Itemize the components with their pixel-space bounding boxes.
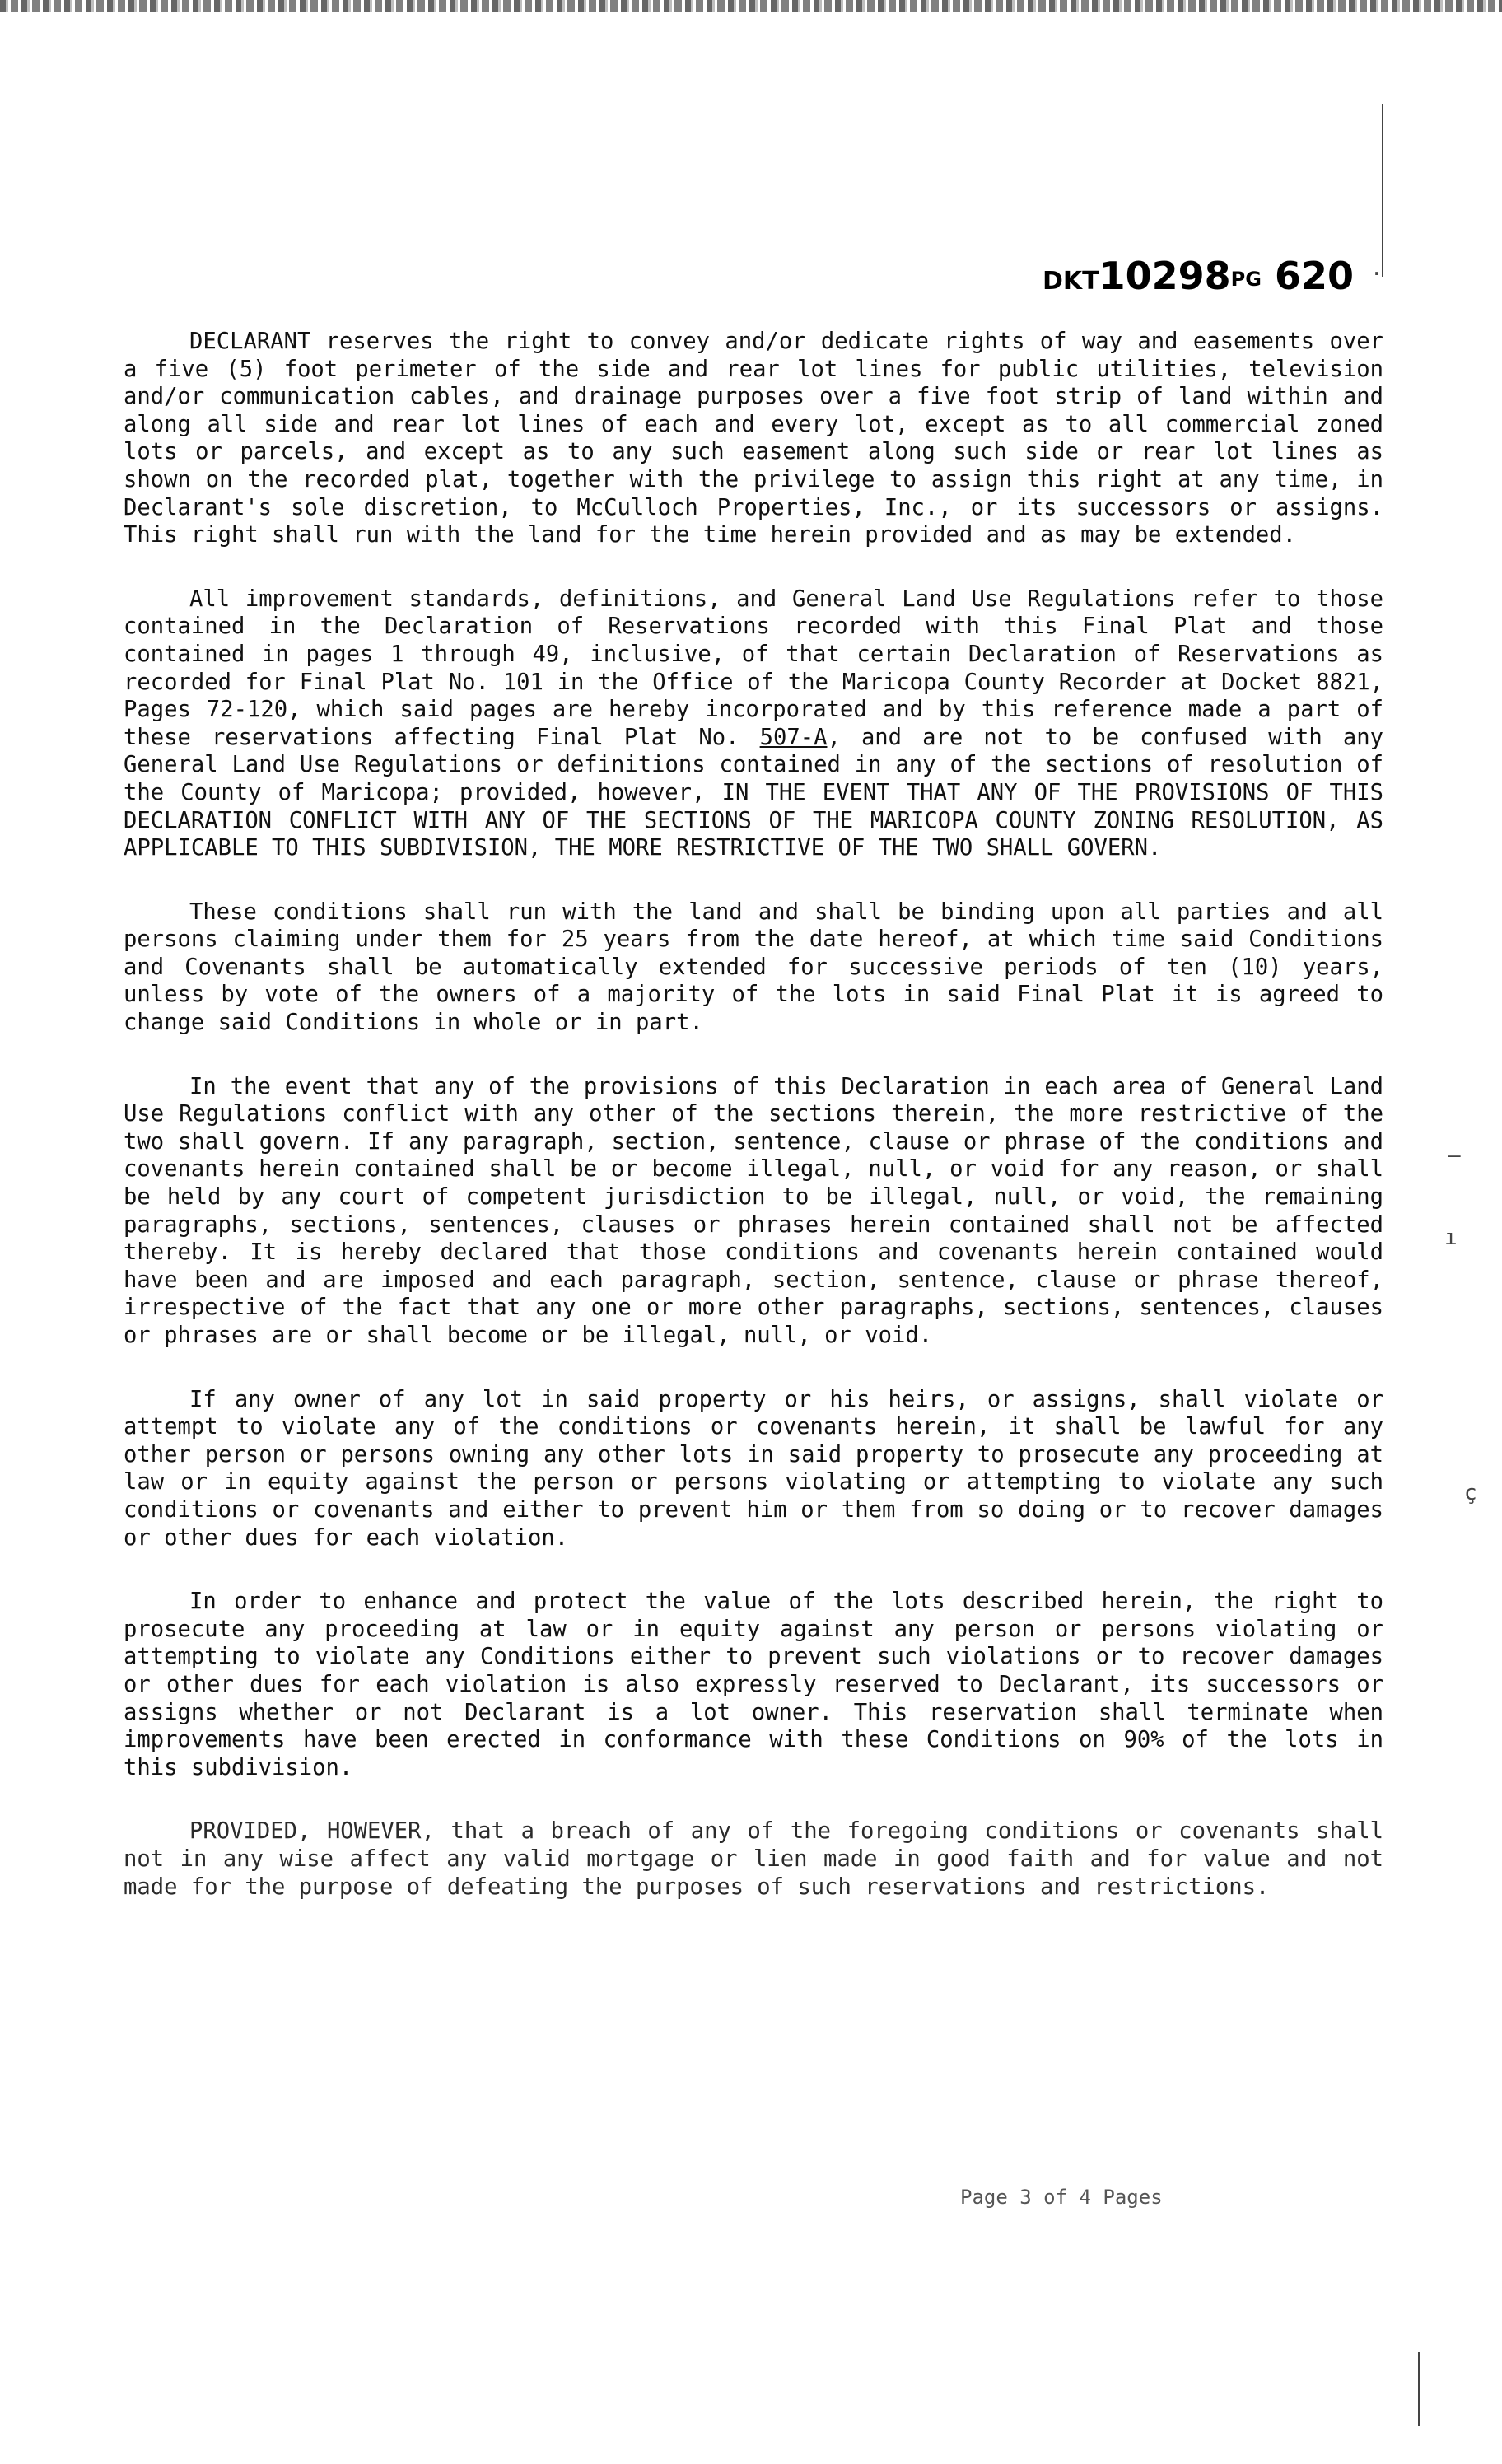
paragraph-improvement-standards-tail: , and are not to be confused with any General Land Use Regulations or definitions contained in any of the sections of resolution of the County of Maricopa; provided, however, IN THE EVENT THAT ANY OF THE PROVISIONS OF THIS DECLARATION CONFLICT WITH ANY OF THE SECTIONS OF THE MARICOPA COUNTY ZONING RESOLUTION, AS APPLICABLE TO THIS SUBDIVISION, THE MORE RESTRICTIVE OF THE TWO SHALL GOVERN. — [124, 724, 1383, 861]
paragraph-improvement-standards-text: All improvement standards, definitions, and General Land Use Regulations refer to those contained in the Declaration of Reservations recorded with this Final Plat and those contained in pages 1 through 49, inclusive, of that certain Declaration of Reservations as recorded for Final Plat No. 101 in the Office of the Maricopa County Recorder at Docket 8821, Pages 72-120, which said pages are hereby incorporated and by this reference made a part of these reservations affecting Final Plat No. — [124, 586, 1383, 750]
right-margin-line-bottom — [1418, 2352, 1420, 2426]
page-number-footer: Page 3 of 4 Pages — [960, 2186, 1163, 2209]
final-plat-number: 507-A — [759, 724, 828, 750]
docket-stamp — [1043, 254, 1354, 298]
margin-tick-mark: ı — [1444, 1225, 1458, 1250]
docket-page-label: PG — [1230, 268, 1262, 291]
paragraph-duration: These conditions shall run with the land and shall be binding upon all parties and all persons claiming under them for 25 years from the date hereof, at which time said Conditions and Covenants shall be automatically extended for successive periods of ten (10) years, unless by vote of the owners of a majority of the lots in said Final Plat it is agreed to change said Conditions in whole or in part. — [124, 898, 1383, 1036]
right-margin-line — [1382, 104, 1383, 277]
paragraph-mortgage-proviso: PROVIDED, HOWEVER, that a breach of any of the foregoing conditions or covenants shall not in any wise affect any valid mortgage or lien made in good faith and for value and not made for the purpose of defeating the purposes of such reservations and restrictions. — [124, 1818, 1383, 1900]
paragraph-severability: In the event that any of the provisions of this Declaration in each area of General Land Use Regulations conflict with any other of the sections therein, the more restrictive of the two shall govern. If any paragraph, section, sentence, clause or phrase of the conditions and covenants herein contained shall be or become illegal, null, or void for any reason, or shall be held by any court of competent jurisdiction to be illegal, null, or void, the remaining paragraphs, sections, sentences, clauses or phrases herein contained shall not be affected thereby. It is hereby declared that those conditions and covenants herein contained would have been and are imposed and each paragraph, section, sentence, clause or phrase thereof, irrespective of the fact that any one or more other paragraphs, sections, sentences, clauses or phrases are or shall become or be illegal, null, or void. — [124, 1073, 1383, 1348]
paragraph-enforcement-declarant: In order to enhance and protect the value of the lots described herein, the right to prosecute any proceeding at law or in equity against any person or persons violating or attempting to violate any Conditions either to prevent such violations or to recover damages or other dues for each violation is also expressly reserved to Declarant, its successors or assigns whether or not Declarant is a lot owner. This reservation shall terminate when improvements have been erected in conformance with these Conditions on 90% of the lots in this subdivision. — [124, 1589, 1383, 1780]
margin-dash-mark: – — [1448, 1143, 1461, 1168]
paragraph-easement-rights: DECLARANT reserves the right to convey and/or dedicate rights of way and easements over a five (5) foot perimeter of the side and rear lot lines for public utilities, television and/or communication cables, and drainage purposes over a five foot strip of land within and along all side and rear lot lines of each and every lot, except as to all commercial zoned lots or parcels, and except as to any such easement along such side or rear lot lines as shown on the recorded plat, together with the privilege to assign this right at any time, in Declarant's sole discretion, to McCulloch Properties, Inc., or its successors or assigns. This right shall run with the land for the time herein provided and as may be extended. — [124, 329, 1383, 548]
paragraph-improvement-standards — [124, 586, 1383, 862]
margin-smudge-mark: ç — [1464, 1481, 1477, 1505]
document-body — [124, 328, 1383, 1937]
docket-book: DKT — [1043, 267, 1099, 296]
docket-page: 620 — [1274, 254, 1355, 298]
scan-top-edge — [0, 0, 1502, 12]
docket-number: 10298 — [1099, 254, 1231, 298]
margin-dot-mark: · — [1370, 262, 1383, 287]
paragraph-enforcement-owners: If any owner of any lot in said property or his heirs, or assigns, shall violate or attempt to violate any of the conditions or covenants herein, it shall be lawful for any other person or persons owning any other lots in said property to prosecute any proceeding at law or in equity against the person or persons violating or attempting to violate any such conditions or covenants and either to prevent him or them from so doing or to recover damages or other dues for each violation. — [124, 1386, 1383, 1551]
